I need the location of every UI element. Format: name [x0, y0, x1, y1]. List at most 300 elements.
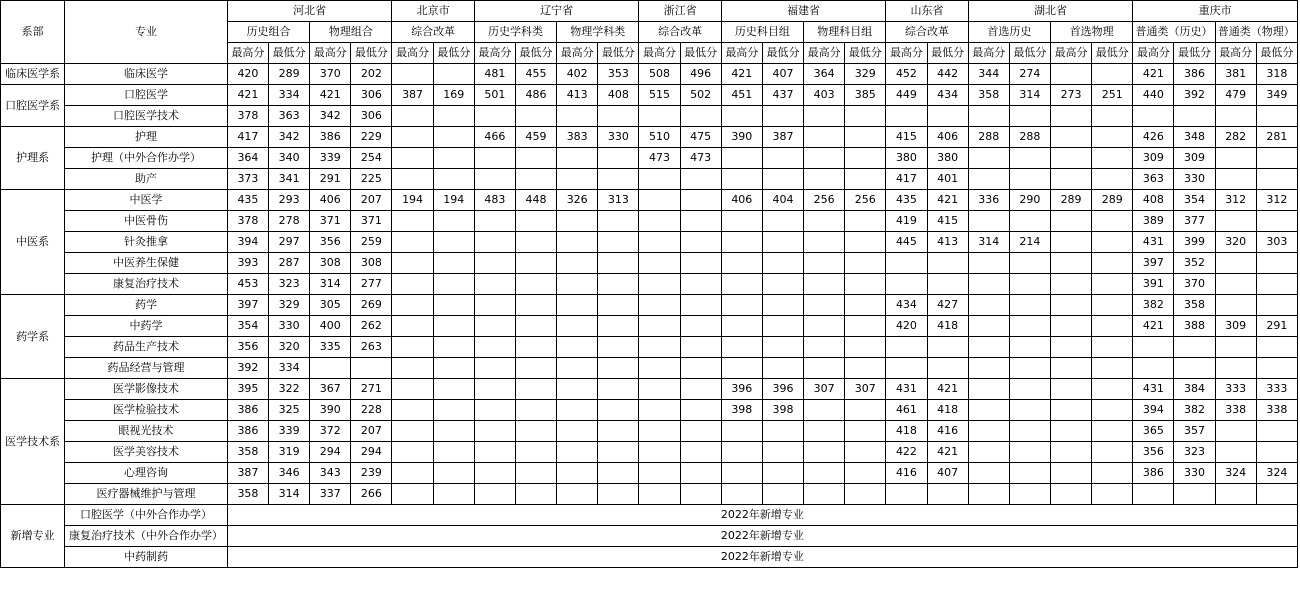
score-cell	[968, 295, 1009, 316]
score-cell	[392, 463, 433, 484]
score-cell: 453	[227, 274, 268, 295]
table-row	[1, 85, 1298, 106]
score-cell: 291	[310, 169, 351, 190]
score-cell: 382	[1174, 400, 1215, 421]
major-name: 护理（中外合作办学）	[65, 148, 228, 169]
score-cell	[1009, 295, 1050, 316]
score-cell	[762, 169, 803, 190]
score-cell	[1215, 169, 1256, 190]
score-cell	[433, 106, 474, 127]
score-cell: 406	[927, 127, 968, 148]
score-cell	[1009, 148, 1050, 169]
major-name: 中医骨伤	[65, 211, 228, 232]
score-cell: 312	[1256, 190, 1297, 211]
score-cell	[886, 253, 927, 274]
score-cell: 448	[515, 190, 556, 211]
major-name: 眼视光技术	[65, 421, 228, 442]
score-cell: 262	[351, 316, 392, 337]
score-cell	[1050, 274, 1091, 295]
score-cell	[639, 169, 680, 190]
score-cell: 314	[968, 232, 1009, 253]
score-cell	[1256, 253, 1297, 274]
score-cell: 451	[721, 85, 762, 106]
score-cell	[474, 169, 515, 190]
max-score-header: 最高分	[639, 43, 680, 64]
score-cell	[927, 253, 968, 274]
min-score-header: 最低分	[762, 43, 803, 64]
score-cell	[762, 484, 803, 505]
score-cell	[1050, 253, 1091, 274]
score-cell	[762, 274, 803, 295]
province-header: 辽宁省	[474, 1, 639, 22]
score-cell: 354	[1174, 190, 1215, 211]
min-score-header: 最低分	[598, 43, 639, 64]
score-cell	[515, 316, 556, 337]
score-cell	[721, 337, 762, 358]
score-cell	[1050, 421, 1091, 442]
score-cell: 333	[1215, 379, 1256, 400]
score-cell	[845, 232, 886, 253]
score-cell	[680, 316, 721, 337]
score-cell: 334	[269, 85, 310, 106]
score-cell: 364	[804, 64, 845, 85]
score-cell: 335	[310, 337, 351, 358]
score-cell: 282	[1215, 127, 1256, 148]
score-cell	[1256, 148, 1297, 169]
score-cell: 394	[227, 232, 268, 253]
score-cell: 225	[351, 169, 392, 190]
score-cell	[474, 463, 515, 484]
subject-group-header: 普通类（历史）	[1133, 22, 1215, 43]
score-cell	[968, 169, 1009, 190]
score-cell	[680, 379, 721, 400]
score-cell	[968, 358, 1009, 379]
major-name: 中医学	[65, 190, 228, 211]
score-cell	[515, 442, 556, 463]
score-cell	[721, 148, 762, 169]
score-cell	[639, 463, 680, 484]
score-cell: 440	[1133, 85, 1174, 106]
score-cell	[515, 211, 556, 232]
score-cell	[598, 421, 639, 442]
score-cell	[680, 232, 721, 253]
score-cell	[598, 295, 639, 316]
score-cell: 406	[721, 190, 762, 211]
score-cell	[1050, 400, 1091, 421]
score-cell	[1256, 169, 1297, 190]
score-cell	[680, 421, 721, 442]
province-header: 湖北省	[968, 1, 1133, 22]
score-cell: 259	[351, 232, 392, 253]
table-row	[1, 337, 1298, 358]
min-score-header: 最低分	[433, 43, 474, 64]
score-cell	[474, 400, 515, 421]
score-cell	[1050, 211, 1091, 232]
score-cell	[392, 379, 433, 400]
score-cell	[886, 274, 927, 295]
score-cell: 408	[1133, 190, 1174, 211]
score-cell	[1050, 379, 1091, 400]
score-cell	[804, 127, 845, 148]
score-cell	[1050, 484, 1091, 505]
score-cell: 306	[351, 106, 392, 127]
score-cell	[680, 274, 721, 295]
max-score-header: 最高分	[886, 43, 927, 64]
province-header: 北京市	[392, 1, 474, 22]
score-cell	[1009, 169, 1050, 190]
table-row	[1, 400, 1298, 421]
table-row	[1, 379, 1298, 400]
score-cell: 370	[1174, 274, 1215, 295]
score-cell	[1092, 379, 1133, 400]
score-cell	[598, 253, 639, 274]
table-row	[1, 442, 1298, 463]
score-cell: 305	[310, 295, 351, 316]
province-header: 重庆市	[1133, 1, 1298, 22]
score-cell: 314	[310, 274, 351, 295]
score-cell: 289	[1092, 190, 1133, 211]
subject-group-header: 综合改革	[886, 22, 968, 43]
score-cell: 324	[1215, 463, 1256, 484]
major-name: 医学检验技术	[65, 400, 228, 421]
score-cell: 373	[227, 169, 268, 190]
score-cell: 322	[269, 379, 310, 400]
score-cell	[845, 400, 886, 421]
score-cell	[680, 211, 721, 232]
table-body	[1, 64, 1298, 568]
score-cell: 371	[310, 211, 351, 232]
score-cell: 418	[927, 316, 968, 337]
score-cell	[1092, 421, 1133, 442]
score-cell	[762, 358, 803, 379]
score-cell	[721, 295, 762, 316]
score-cell	[557, 106, 598, 127]
min-score-header: 最低分	[269, 43, 310, 64]
score-cell	[1009, 337, 1050, 358]
score-cell: 399	[1174, 232, 1215, 253]
score-cell: 416	[886, 463, 927, 484]
score-cell: 486	[515, 85, 556, 106]
score-cell	[392, 358, 433, 379]
score-cell	[474, 484, 515, 505]
subject-group-header: 历史学科类	[474, 22, 556, 43]
score-cell: 254	[351, 148, 392, 169]
score-cell	[598, 400, 639, 421]
score-cell: 461	[886, 400, 927, 421]
score-cell	[474, 106, 515, 127]
score-cell	[515, 421, 556, 442]
score-cell	[639, 400, 680, 421]
new-major-note: 2022年新增专业	[227, 505, 1297, 526]
score-cell	[680, 106, 721, 127]
score-cell	[515, 274, 556, 295]
score-cell	[886, 106, 927, 127]
score-cell: 435	[227, 190, 268, 211]
score-cell	[392, 211, 433, 232]
score-cell	[557, 421, 598, 442]
score-cell: 343	[310, 463, 351, 484]
score-cell	[721, 106, 762, 127]
score-cell	[968, 463, 1009, 484]
score-cell	[433, 358, 474, 379]
score-cell	[1092, 106, 1133, 127]
score-cell	[639, 337, 680, 358]
score-cell	[392, 295, 433, 316]
score-cell	[804, 274, 845, 295]
score-cell	[474, 211, 515, 232]
score-cell: 329	[269, 295, 310, 316]
score-cell	[1092, 463, 1133, 484]
min-score-header: 最低分	[927, 43, 968, 64]
score-cell	[1215, 295, 1256, 316]
score-cell	[639, 211, 680, 232]
score-cell: 391	[1133, 274, 1174, 295]
score-cell	[474, 253, 515, 274]
score-cell	[1092, 211, 1133, 232]
score-cell: 256	[845, 190, 886, 211]
score-cell	[762, 106, 803, 127]
department-name: 临床医学系	[1, 64, 65, 85]
score-cell: 274	[1009, 64, 1050, 85]
score-cell: 370	[310, 64, 351, 85]
score-cell: 386	[1174, 64, 1215, 85]
score-cell: 386	[227, 400, 268, 421]
score-cell: 431	[886, 379, 927, 400]
score-cell: 386	[310, 127, 351, 148]
score-cell	[680, 169, 721, 190]
score-cell	[1215, 274, 1256, 295]
score-cell: 214	[1009, 232, 1050, 253]
score-cell	[968, 274, 1009, 295]
score-cell	[721, 211, 762, 232]
score-cell	[762, 295, 803, 316]
score-cell: 329	[845, 64, 886, 85]
score-cell	[433, 148, 474, 169]
score-cell: 308	[310, 253, 351, 274]
score-cell	[598, 484, 639, 505]
department-name: 新增专业	[1, 505, 65, 568]
score-cell: 421	[721, 64, 762, 85]
score-cell	[680, 358, 721, 379]
score-cell	[1215, 106, 1256, 127]
score-cell: 392	[1174, 85, 1215, 106]
score-cell: 337	[310, 484, 351, 505]
major-name: 医学影像技术	[65, 379, 228, 400]
score-cell	[392, 127, 433, 148]
score-cell	[392, 169, 433, 190]
department-name: 中医系	[1, 190, 65, 295]
score-cell	[721, 484, 762, 505]
score-cell	[474, 442, 515, 463]
score-cell: 479	[1215, 85, 1256, 106]
score-cell	[433, 463, 474, 484]
score-cell	[845, 358, 886, 379]
score-cell	[515, 484, 556, 505]
score-cell: 352	[1174, 253, 1215, 274]
table-row	[1, 148, 1298, 169]
max-score-header: 最高分	[1215, 43, 1256, 64]
score-cell	[845, 148, 886, 169]
subject-group-header: 综合改革	[639, 22, 721, 43]
score-cell	[886, 337, 927, 358]
score-cell: 395	[227, 379, 268, 400]
major-header: 专业	[65, 1, 228, 64]
score-cell: 445	[886, 232, 927, 253]
score-cell	[1256, 442, 1297, 463]
score-cell	[680, 190, 721, 211]
score-cell	[515, 337, 556, 358]
score-cell	[557, 400, 598, 421]
province-header: 河北省	[227, 1, 392, 22]
score-cell: 407	[762, 64, 803, 85]
score-cell: 323	[269, 274, 310, 295]
score-cell	[392, 337, 433, 358]
major-name: 中医养生保健	[65, 253, 228, 274]
score-cell: 386	[1133, 463, 1174, 484]
score-cell	[721, 358, 762, 379]
score-cell: 319	[269, 442, 310, 463]
score-cell	[557, 232, 598, 253]
score-cell	[1133, 106, 1174, 127]
score-cell: 324	[1256, 463, 1297, 484]
score-cell: 339	[269, 421, 310, 442]
score-cell: 421	[310, 85, 351, 106]
score-cell	[845, 463, 886, 484]
score-cell	[968, 211, 1009, 232]
major-name: 药学	[65, 295, 228, 316]
min-score-header: 最低分	[845, 43, 886, 64]
major-name: 针灸推拿	[65, 232, 228, 253]
score-cell: 349	[1256, 85, 1297, 106]
score-cell: 341	[269, 169, 310, 190]
score-cell	[1256, 106, 1297, 127]
score-cell: 348	[1174, 127, 1215, 148]
score-cell	[639, 232, 680, 253]
score-cell: 320	[269, 337, 310, 358]
subject-group-header: 物理组合	[310, 22, 392, 43]
score-cell	[1256, 211, 1297, 232]
score-cell: 502	[680, 85, 721, 106]
score-cell	[392, 442, 433, 463]
score-cell	[433, 421, 474, 442]
score-cell	[392, 253, 433, 274]
score-cell	[1050, 442, 1091, 463]
score-cell	[639, 190, 680, 211]
major-name: 医学美容技术	[65, 442, 228, 463]
score-cell	[557, 316, 598, 337]
score-cell	[1092, 484, 1133, 505]
score-cell: 326	[557, 190, 598, 211]
score-cell	[1092, 253, 1133, 274]
score-cell: 338	[1256, 400, 1297, 421]
score-cell	[968, 148, 1009, 169]
score-cell	[1215, 442, 1256, 463]
table-header	[1, 1, 1298, 64]
score-cell	[762, 232, 803, 253]
score-cell	[762, 421, 803, 442]
table-row	[1, 316, 1298, 337]
score-cell	[1256, 484, 1297, 505]
score-cell	[1009, 358, 1050, 379]
score-cell	[845, 316, 886, 337]
score-cell: 422	[886, 442, 927, 463]
score-cell	[721, 463, 762, 484]
score-cell	[680, 463, 721, 484]
score-cell	[598, 211, 639, 232]
score-cell: 346	[269, 463, 310, 484]
score-cell	[557, 337, 598, 358]
score-cell	[927, 106, 968, 127]
score-cell: 466	[474, 127, 515, 148]
score-cell	[433, 379, 474, 400]
score-cell: 325	[269, 400, 310, 421]
score-cell: 396	[721, 379, 762, 400]
subject-group-header: 综合改革	[392, 22, 474, 43]
score-cell	[1092, 400, 1133, 421]
score-cell: 419	[886, 211, 927, 232]
subject-group-header: 历史组合	[227, 22, 309, 43]
score-cell: 400	[310, 316, 351, 337]
score-cell	[721, 169, 762, 190]
score-cell	[1009, 274, 1050, 295]
score-cell: 309	[1133, 148, 1174, 169]
score-cell	[1009, 316, 1050, 337]
score-cell: 384	[1174, 379, 1215, 400]
score-cell: 291	[1256, 316, 1297, 337]
score-cell: 194	[433, 190, 474, 211]
score-cell: 421	[927, 190, 968, 211]
score-cell: 386	[227, 421, 268, 442]
score-cell	[639, 442, 680, 463]
score-cell: 372	[310, 421, 351, 442]
score-cell	[845, 169, 886, 190]
score-cell: 294	[310, 442, 351, 463]
score-cell	[1215, 148, 1256, 169]
header-row-province	[1, 1, 1298, 22]
score-cell	[598, 106, 639, 127]
table-row	[1, 169, 1298, 190]
score-cell	[433, 337, 474, 358]
score-cell: 303	[1256, 232, 1297, 253]
score-cell	[762, 337, 803, 358]
major-name: 中药制药	[65, 547, 228, 568]
score-cell	[474, 295, 515, 316]
max-score-header: 最高分	[392, 43, 433, 64]
score-cell: 371	[351, 211, 392, 232]
score-cell	[968, 337, 1009, 358]
score-cell: 385	[845, 85, 886, 106]
score-cell	[804, 463, 845, 484]
table-row	[1, 211, 1298, 232]
score-cell	[557, 463, 598, 484]
min-score-header: 最低分	[1256, 43, 1297, 64]
score-cell	[680, 337, 721, 358]
score-cell	[557, 295, 598, 316]
score-cell: 393	[227, 253, 268, 274]
score-cell	[557, 169, 598, 190]
score-cell: 378	[227, 106, 268, 127]
score-cell	[433, 127, 474, 148]
score-cell	[968, 253, 1009, 274]
score-cell: 380	[927, 148, 968, 169]
score-cell: 404	[762, 190, 803, 211]
major-name: 口腔医学	[65, 85, 228, 106]
score-cell: 297	[269, 232, 310, 253]
max-score-header: 最高分	[804, 43, 845, 64]
score-cell	[845, 274, 886, 295]
score-cell	[1092, 358, 1133, 379]
score-cell	[639, 421, 680, 442]
